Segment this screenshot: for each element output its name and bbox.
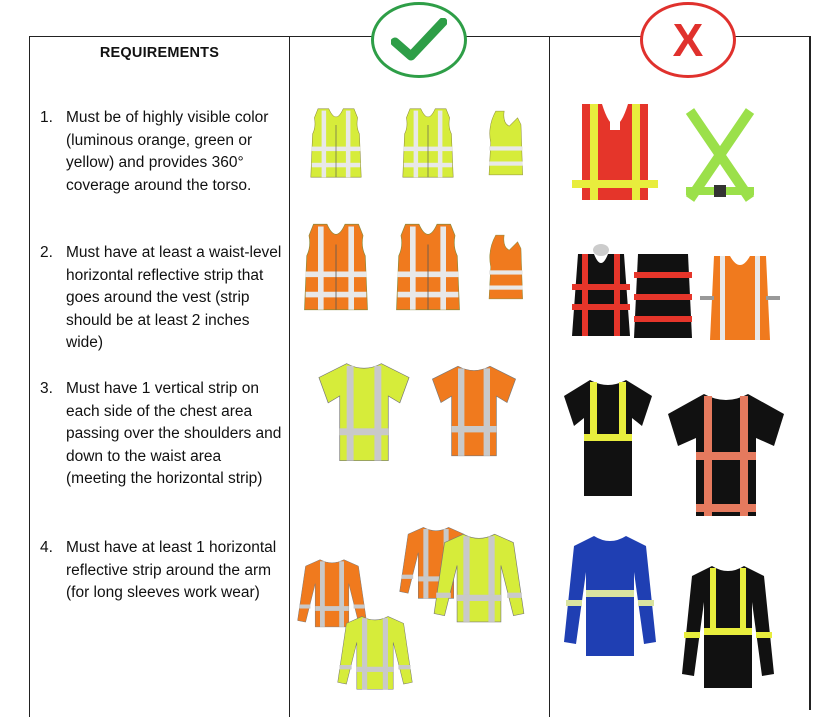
black-tshirt-yellow-trim-image — [560, 376, 656, 500]
requirements-column — [30, 37, 290, 717]
requirement-text: Must have at least 1 horizontal reflective strip around the arm (for long sleeves work wear) — [66, 539, 277, 601]
table-right-border — [809, 36, 811, 710]
yellow-vest-back-image — [392, 107, 464, 179]
blue-longsleeve-image — [562, 532, 658, 660]
requirement-number: 4. — [40, 539, 53, 556]
orange-vest-front-image — [300, 222, 372, 312]
orange-vest-side-image — [484, 222, 526, 312]
x-mark-badge — [640, 2, 736, 78]
yellow-tshirt-image — [312, 352, 416, 470]
x-mark-icon: X — [672, 14, 704, 66]
black-mesh-vest-back-image — [632, 248, 694, 340]
requirement-number: 1. — [40, 109, 53, 126]
yellow-longsleeve-image — [432, 527, 526, 627]
red-vest-image — [568, 100, 662, 200]
check-mark-icon — [391, 18, 447, 62]
orange-mesh-vest-image — [700, 250, 780, 342]
requirement-text: Must be of highly visible color (luminous orange, green or yellow) and provides 360° coverage around the torso. — [66, 109, 269, 194]
check-mark-badge — [371, 2, 467, 78]
black-longsleeve-yellow-trim-image — [680, 562, 776, 692]
orange-vest-back-image — [392, 222, 464, 312]
black-tshirt-orange-trim-image — [664, 390, 788, 520]
black-mesh-vest-front-image — [568, 244, 634, 340]
green-harness-image — [680, 105, 760, 205]
yellow-vest-side-image — [484, 107, 526, 179]
yellow-vest-front-image — [300, 107, 372, 179]
orange-tshirt-image — [424, 362, 524, 458]
yellow-longsleeve-front-image — [336, 604, 414, 700]
requirement-number: 2. — [40, 244, 53, 261]
requirement-text: Must have 1 vertical strip on each side of the chest area passing over the shoulders and down to the waist area (meeting the horizontal strip) — [66, 380, 282, 487]
requirements-heading: REQUIREMENTS — [99, 45, 220, 61]
requirement-number: 3. — [40, 380, 53, 397]
requirement-text: Must have at least a waist-level horizontal reflective strip that goes around the vest (strip should be at least 2 inches wide) — [66, 244, 282, 351]
